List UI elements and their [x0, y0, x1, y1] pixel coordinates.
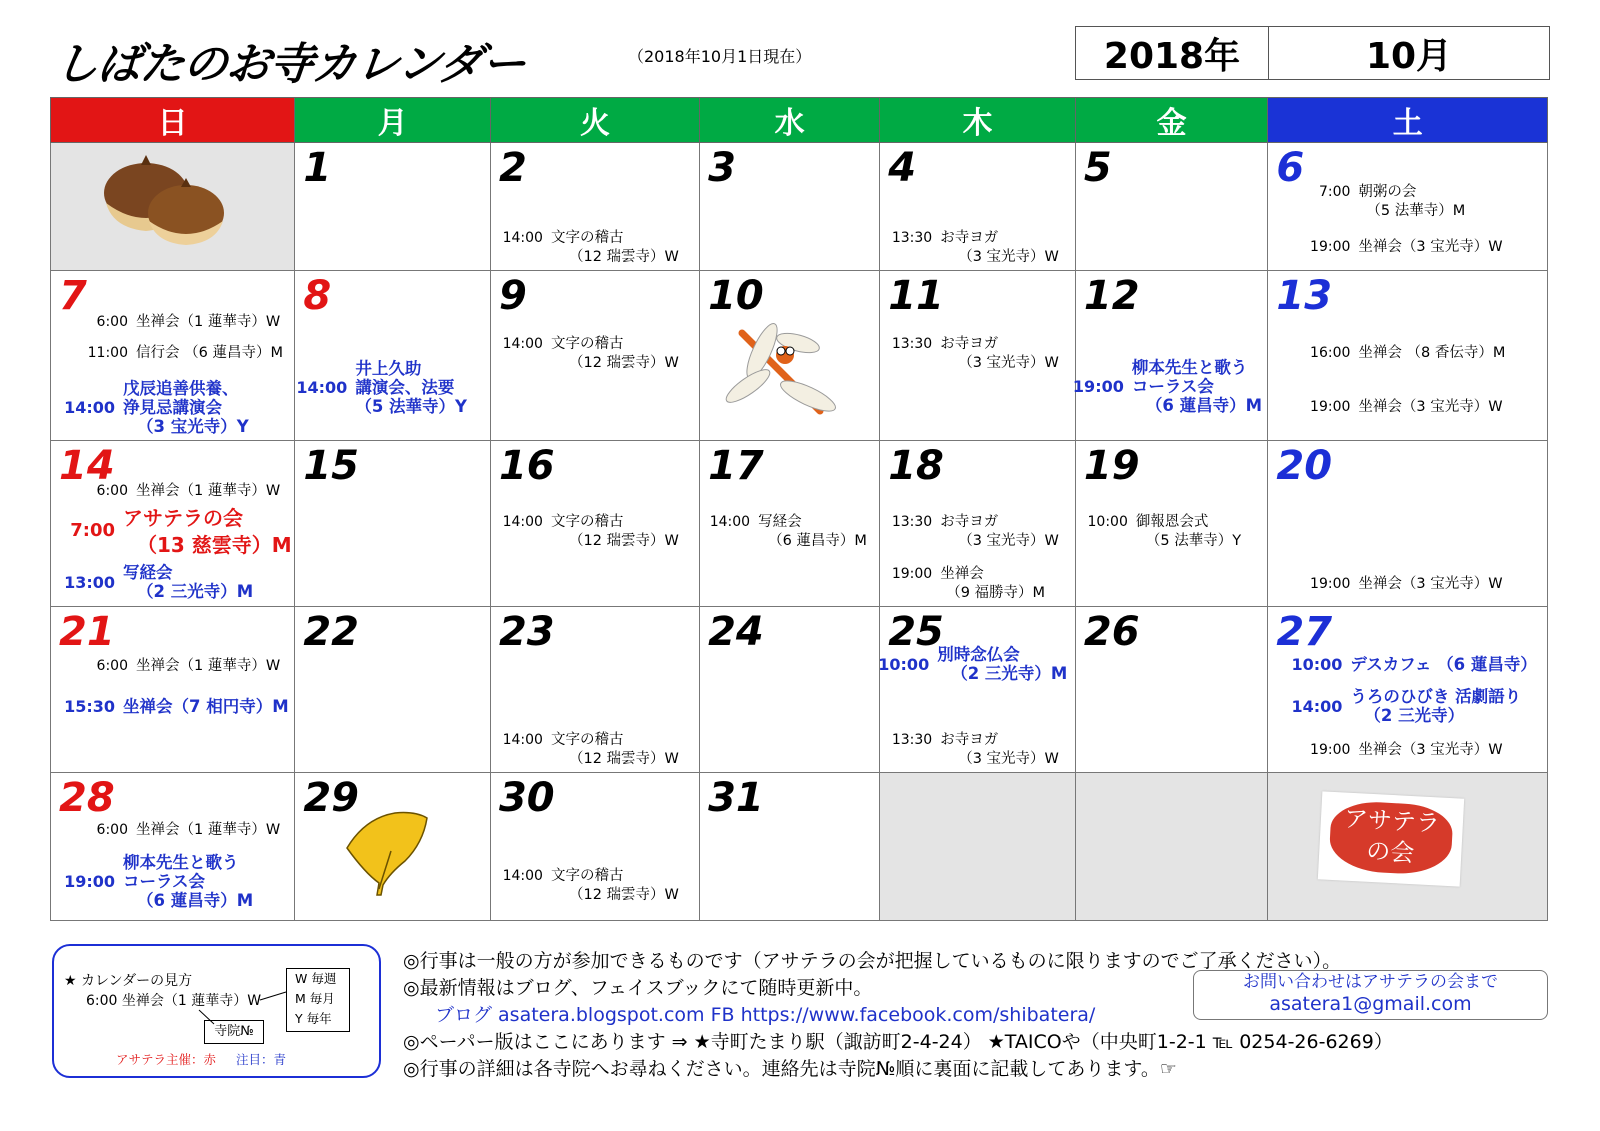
- event-time: 15:30: [64, 697, 115, 716]
- event-item: [1298, 741, 1547, 760]
- event-temple: （12 瑞雲寺）W: [568, 751, 679, 767]
- day-cell: [51, 441, 295, 607]
- day-cell: [700, 143, 880, 271]
- event-time: 14:00: [502, 336, 543, 352]
- event-time: 6:00: [96, 314, 128, 330]
- day-number: 21: [59, 609, 115, 655]
- event-time: 19:00: [891, 566, 933, 582]
- day-cell: [1268, 441, 1548, 607]
- blog-facebook-link[interactable]: ブログ asatera.blogspot.com FB https://www.facebook.com/shibatera/: [435, 1004, 1096, 1026]
- day-number: 15: [303, 443, 359, 489]
- legend-attention-blue: 注目：青: [236, 1052, 287, 1067]
- event-name: お寺ヨガ: [940, 732, 999, 748]
- week-row: [51, 271, 1548, 441]
- event-name: 文字の稽古: [550, 732, 624, 748]
- event-name: 坐禅会 （8 香伝寺）M: [1358, 345, 1506, 361]
- event-temple: （5 法華寺）Y: [355, 397, 467, 416]
- day-cell: [700, 607, 880, 773]
- week-row: [51, 607, 1548, 773]
- day-cell: [880, 143, 1076, 271]
- event-name: 坐禅会（3 宝光寺）W: [1358, 576, 1503, 592]
- event-item: [76, 821, 294, 840]
- day-number: 23: [498, 609, 555, 655]
- event-temple: （2 三光寺）M: [137, 582, 254, 601]
- event-time: 14:00: [296, 378, 348, 397]
- event-time: 6:00: [96, 822, 128, 838]
- day-number: 13: [1276, 273, 1333, 319]
- event-name: お寺ヨガ: [940, 230, 999, 246]
- event-item: [491, 335, 699, 373]
- event-name: 文字の稽古: [550, 336, 624, 352]
- calendar-grid: [50, 97, 1548, 921]
- day-cell: [1268, 271, 1548, 441]
- day-number: 31: [708, 775, 764, 821]
- chestnut-icon: [51, 143, 287, 271]
- event-time: 6:00: [96, 658, 128, 674]
- day-cell: [490, 607, 699, 773]
- day-number: 10: [708, 273, 764, 319]
- event-name: デスカフェ （6 蓮昌寺）: [1350, 655, 1537, 674]
- event-item: [880, 731, 1075, 769]
- event-name: うろのひびき 活劇語り: [1350, 687, 1522, 706]
- event-item: [63, 853, 294, 910]
- day-number: 24: [708, 609, 764, 655]
- event-name-2: 講演会、法要: [355, 378, 455, 397]
- day-number: 8: [303, 273, 332, 319]
- event-temple: （2 三光寺）: [1364, 706, 1465, 725]
- event-item: [63, 505, 294, 559]
- event-name: 柳本先生と歌う: [123, 853, 239, 872]
- legend-yearly: Y 毎年: [295, 1011, 332, 1026]
- stamp-line2: の会: [1366, 836, 1416, 868]
- event-name: 御報恩会式: [1135, 514, 1209, 530]
- day-number: 14: [59, 443, 115, 489]
- event-item: [1298, 344, 1547, 363]
- day-cell: [295, 607, 491, 773]
- empty-day-cell: [1268, 773, 1548, 921]
- event-name: 坐禅会: [940, 566, 984, 582]
- event-name: お寺ヨガ: [940, 514, 999, 530]
- event-time: 19:00: [1310, 239, 1351, 255]
- event-temple: （9 福勝寺）M: [946, 585, 1046, 601]
- event-item: [491, 229, 699, 267]
- event-name: 坐禅会（3 宝光寺）W: [1358, 239, 1503, 255]
- event-temple: （3 宝光寺）W: [958, 249, 1059, 265]
- day-number: 18: [888, 443, 944, 489]
- event-time: 19:00: [1072, 377, 1124, 396]
- event-time: 14:00: [502, 732, 543, 748]
- ginkgo-leaf-icon: [295, 773, 484, 921]
- event-item: [76, 344, 294, 363]
- event-temple: （13 慈雲寺）M: [137, 533, 292, 557]
- day-cell: [51, 773, 295, 921]
- legend-temple-no-box: 寺院№: [204, 1020, 264, 1044]
- event-time: 13:30: [891, 336, 933, 352]
- dragonfly-icon: [700, 271, 874, 441]
- event-name: 文字の稽古: [550, 514, 624, 530]
- event-temple: （2 三光寺）M: [951, 664, 1068, 683]
- event-time: 13:30: [891, 230, 933, 246]
- weekday-tue: 火: [490, 98, 699, 143]
- event-item: [491, 867, 699, 905]
- day-number: 17: [708, 443, 764, 489]
- day-number: 19: [1083, 443, 1140, 489]
- day-cell: [1075, 441, 1268, 607]
- event-temple: （5 法華寺）Y: [1145, 533, 1242, 549]
- legend-example: 6:00 坐禅会（1 蓮華寺）W: [86, 993, 262, 1009]
- day-cell: [700, 441, 880, 607]
- event-time: 19:00: [1310, 399, 1351, 415]
- contact-email[interactable]: asatera1@gmail.com: [1269, 993, 1472, 1015]
- day-number: 9: [498, 273, 527, 319]
- week-row: [51, 143, 1548, 271]
- day-cell: [1075, 143, 1268, 271]
- event-temple: （3 宝光寺）W: [958, 751, 1059, 767]
- day-number: 30: [498, 775, 555, 821]
- event-item: [1298, 575, 1547, 594]
- note-line-3: ◎ペーパー版はここにあります ⇒ ★寺町たまり駅（諏訪町2-4-24） ★TAICOや（中央町1-2-1 ℡ 0254-26-6269）: [403, 1031, 1393, 1053]
- event-name: 坐禅会（1 蓮華寺）W: [136, 483, 281, 499]
- event-time: 11:00: [87, 345, 128, 361]
- event-item: [877, 645, 1075, 683]
- day-cell: [490, 143, 699, 271]
- contact-box: [1193, 970, 1548, 1020]
- event-name: 坐禅会（1 蓮華寺）W: [136, 314, 281, 330]
- day-cell: [700, 271, 880, 441]
- weekday-header-row: [51, 98, 1548, 143]
- event-name: 井上久助: [355, 359, 422, 378]
- event-name: 写経会: [758, 514, 802, 530]
- event-name: 坐禅会（1 蓮華寺）W: [136, 658, 281, 674]
- day-number: 27: [1276, 609, 1333, 655]
- event-temple: （3 宝光寺）W: [958, 355, 1059, 371]
- event-time: 6:00: [96, 483, 128, 499]
- event-temple: （6 蓮昌寺）M: [137, 891, 254, 910]
- calendar-title: しばたのお寺カレンダー: [51, 39, 528, 90]
- legend-arrows: [54, 946, 379, 1076]
- weekday-sat: 土: [1268, 98, 1548, 143]
- day-number: 20: [1276, 443, 1333, 489]
- event-item: [63, 697, 294, 716]
- day-cell: [880, 271, 1076, 441]
- event-temple: （12 瑞雲寺）W: [568, 887, 679, 903]
- day-cell: [1268, 143, 1548, 271]
- event-name: 信行会 （6 蓮昌寺）M: [136, 345, 283, 361]
- event-name: 坐禅会（3 宝光寺）W: [1358, 399, 1503, 415]
- event-item: [1290, 655, 1547, 674]
- day-cell: [880, 607, 1076, 773]
- event-name-2: コーラス会: [123, 872, 206, 891]
- event-item: [1290, 687, 1547, 725]
- day-cell: [295, 271, 491, 441]
- event-item: [76, 313, 294, 332]
- event-item: [491, 731, 699, 769]
- event-item: [1072, 358, 1268, 415]
- legend-organizer-red: アサテラ主催：赤: [116, 1052, 217, 1067]
- day-cell: [1072, 271, 1268, 441]
- event-name-2: 浄見忌講演会: [123, 398, 222, 417]
- day-number: 7: [59, 273, 87, 319]
- legend-weekly: W 毎週: [295, 971, 337, 986]
- legend-box: [52, 944, 381, 1078]
- event-time: 7:00: [70, 520, 115, 541]
- day-cell: [1268, 607, 1548, 773]
- weekday-mon: 月: [295, 98, 491, 143]
- day-cell: [295, 773, 491, 921]
- event-time: 14:00: [502, 514, 543, 530]
- day-cell: [700, 773, 880, 921]
- month-label: 10月: [1365, 35, 1453, 77]
- empty-day-cell: [1075, 773, 1268, 921]
- day-number: 26: [1083, 609, 1140, 655]
- day-cell: [490, 773, 699, 921]
- day-number: 12: [1083, 273, 1140, 319]
- event-time: 14:00: [64, 398, 115, 417]
- event-time: 13:30: [891, 732, 933, 748]
- event-time: 14:00: [502, 868, 543, 884]
- event-item: [63, 379, 294, 436]
- event-time: 19:00: [1310, 576, 1351, 592]
- event-time: 14:00: [1291, 697, 1343, 716]
- legend-title: ★ カレンダーの見方: [64, 973, 193, 989]
- event-item: [76, 482, 294, 501]
- day-number: 28: [59, 775, 115, 821]
- day-cell: [295, 143, 491, 271]
- event-item: [698, 513, 879, 551]
- day-cell: [880, 441, 1076, 607]
- event-name-2: コーラス会: [1131, 377, 1214, 396]
- day-number: 6: [1276, 145, 1305, 191]
- event-name: お寺ヨガ: [940, 336, 999, 352]
- note-line-4: ◎行事の詳細は各寺院へお尋ねください。連絡先は寺院№順に裏面に記載してあります。☞: [403, 1058, 1177, 1080]
- weekday-wed: 水: [700, 98, 880, 143]
- event-name: 文字の稽古: [550, 230, 624, 246]
- day-cell: [490, 441, 699, 607]
- event-name: 柳本先生と歌う: [1131, 358, 1248, 377]
- day-cell: [51, 607, 295, 773]
- day-number: 29: [303, 775, 359, 821]
- event-temple: （6 蓮昌寺）M: [1145, 396, 1263, 415]
- event-name: 文字の稽古: [550, 868, 624, 884]
- event-temple: （3 宝光寺）W: [958, 533, 1059, 549]
- event-name: 写経会: [123, 563, 173, 582]
- event-time: 10:00: [1291, 655, 1343, 674]
- event-item: [76, 657, 294, 676]
- day-cell: [1075, 607, 1268, 773]
- stamp-line1: アサテラ: [1343, 804, 1442, 838]
- day-number: 1: [303, 145, 332, 191]
- event-temple: （12 瑞雲寺）W: [568, 355, 679, 371]
- event-time: 10:00: [1087, 514, 1128, 530]
- event-time: 13:00: [64, 573, 115, 592]
- weekday-sun: 日: [51, 98, 295, 143]
- day-number: 3: [708, 145, 736, 191]
- weekday-fri: 金: [1075, 98, 1268, 143]
- note-line-1: ◎行事は一般の方が参加できるものです（アサテラの会が把握しているものに限りますのでご了承ください）。: [403, 950, 1342, 972]
- week-row: [51, 441, 1548, 607]
- event-temple: （5 法華寺）M: [1366, 203, 1466, 219]
- event-name: 戊辰追善供養、: [123, 379, 239, 398]
- day-cell: [490, 271, 699, 441]
- day-number: 2: [498, 145, 527, 191]
- event-item: [880, 229, 1075, 267]
- event-time: 19:00: [64, 872, 115, 891]
- event-item: [63, 563, 294, 601]
- event-time: 16:00: [1310, 345, 1351, 361]
- event-time: 13:30: [891, 514, 933, 530]
- year-month-box: [1075, 26, 1550, 80]
- year-label: 2018年: [1076, 27, 1269, 79]
- event-temple: （6 蓮昌寺）M: [768, 533, 867, 549]
- empty-day-cell: [51, 143, 295, 271]
- event-item: [1298, 398, 1547, 417]
- event-name: 坐禅会（7 相円寺）M: [123, 697, 289, 716]
- event-item: [880, 513, 1075, 551]
- event-time: 19:00: [1310, 742, 1351, 758]
- event-time: 10:00: [878, 655, 930, 674]
- day-number: 25: [888, 609, 944, 655]
- event-time: 14:00: [709, 514, 751, 530]
- day-number: 11: [888, 273, 944, 319]
- day-cell: [295, 441, 491, 607]
- event-item: [1076, 513, 1268, 551]
- contact-label: お問い合わせはアサテラの会まで: [1243, 972, 1498, 992]
- event-time: 7:00: [1318, 184, 1351, 200]
- day-number: 16: [498, 443, 555, 489]
- event-item: [491, 513, 699, 551]
- legend-monthly: M 毎月: [295, 991, 335, 1006]
- as-of-date: （2018年10月1日現在）: [628, 47, 812, 66]
- asatera-logo-stamp: [1318, 791, 1464, 886]
- event-item: [880, 335, 1075, 373]
- week-row: [51, 773, 1548, 921]
- event-temple: （12 瑞雲寺）W: [568, 249, 679, 265]
- event-name: 朝粥の会: [1358, 184, 1417, 200]
- event-time: 14:00: [502, 230, 543, 246]
- event-name: 坐禅会（3 宝光寺）W: [1358, 742, 1503, 758]
- event-name: 坐禅会（1 蓮華寺）W: [136, 822, 281, 838]
- event-item: [1298, 238, 1547, 257]
- event-name: 別時念仏会: [937, 645, 1020, 664]
- empty-day-cell: [880, 773, 1076, 921]
- event-item: [880, 565, 1075, 603]
- note-line-2: ◎最新情報はブログ、フェイスブックにて随時更新中。: [403, 977, 873, 999]
- event-temple: （3 宝光寺）Y: [137, 417, 249, 436]
- day-number: 22: [303, 609, 359, 655]
- weekday-thu: 木: [880, 98, 1076, 143]
- event-item: [1298, 183, 1547, 221]
- day-number: 4: [888, 145, 917, 191]
- event-name: アサテラの会: [123, 506, 243, 530]
- day-cell: [51, 271, 295, 441]
- event-item: [295, 359, 490, 416]
- day-number: 5: [1083, 145, 1112, 191]
- event-temple: （12 瑞雲寺）W: [568, 533, 679, 549]
